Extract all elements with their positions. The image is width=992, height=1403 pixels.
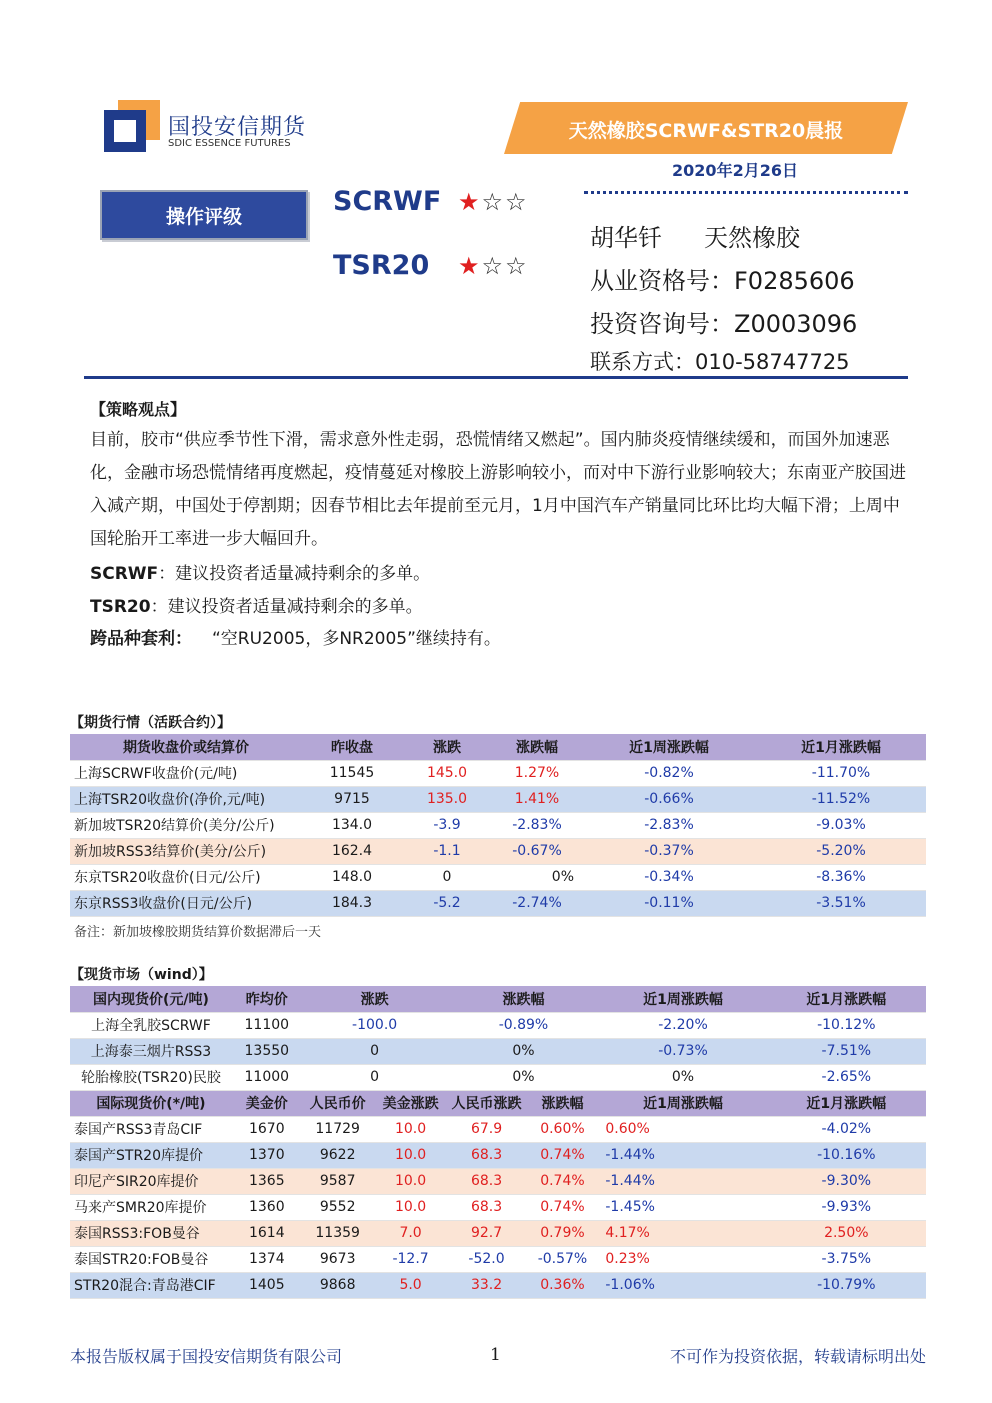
spot-table	[70, 986, 926, 1299]
table-cell: 68.3	[448, 1194, 526, 1220]
arbitrage-text: “空RU2005，多NR2005”继续持有。	[212, 629, 501, 649]
spot-title: 【现货市场（wind）】	[70, 967, 213, 983]
table-cell: -3.51%	[756, 890, 926, 916]
page-number: 1	[490, 1345, 501, 1365]
arbitrage-label: 跨品种套利：	[90, 629, 192, 649]
table-cell: 1365	[232, 1168, 302, 1194]
table-cell: 11729	[302, 1116, 374, 1142]
table-cell: -0.11%	[582, 890, 756, 916]
table-cell: -2.83%	[492, 812, 582, 838]
table-cell: -9.30%	[767, 1168, 926, 1194]
table-cell: 11100	[232, 1012, 302, 1038]
scrwf-advice-label: SCRWF	[90, 564, 159, 584]
table-row	[70, 1194, 926, 1220]
spot-domestic-header-row	[70, 986, 926, 1012]
table-row	[70, 1012, 926, 1038]
table-cell: -11.70%	[756, 760, 926, 786]
analyst-license: 从业资格号：F0285606	[590, 267, 855, 295]
table-header: 国内现货价(元/吨)	[70, 986, 232, 1012]
table-row	[70, 1142, 926, 1168]
table-cell: 33.2	[448, 1272, 526, 1298]
table-row	[70, 812, 926, 838]
table-cell: -10.16%	[767, 1142, 926, 1168]
table-cell: 1405	[232, 1272, 302, 1298]
report-date: 2020年2月26日	[672, 161, 798, 180]
table-cell: 泰国产RSS3青岛CIF	[70, 1116, 232, 1142]
table-header: 近1月涨跌幅	[767, 1090, 926, 1116]
table-cell: 184.3	[302, 890, 402, 916]
table-cell: -5.20%	[756, 838, 926, 864]
table-header: 昨均价	[232, 986, 302, 1012]
table-cell: -1.1	[402, 838, 492, 864]
analyst-field: 天然橡胶	[704, 224, 800, 252]
table-cell: 0%	[448, 1038, 600, 1064]
table-row	[70, 1220, 926, 1246]
table-cell: -2.83%	[582, 812, 756, 838]
table-cell: 0%	[599, 1064, 766, 1090]
header-divider	[84, 376, 908, 379]
tsr20-advice-text: ：建议投资者适量减持剩余的多单。	[150, 597, 423, 617]
table-cell: 68.3	[448, 1142, 526, 1168]
table-cell: -12.7	[374, 1246, 448, 1272]
table-cell: 0%	[448, 1064, 600, 1090]
table-cell: 0.23%	[599, 1246, 766, 1272]
table-cell: -8.36%	[756, 864, 926, 890]
table-cell: -2.65%	[767, 1064, 926, 1090]
company-name-en: SDIC ESSENCE FUTURES	[168, 138, 291, 149]
table-cell: -0.37%	[582, 838, 756, 864]
table-header: 涨跌幅	[526, 1090, 600, 1116]
table-cell: 11359	[302, 1220, 374, 1246]
table-cell: -4.02%	[767, 1116, 926, 1142]
table-cell: 1360	[232, 1194, 302, 1220]
strategy-body: 目前，胶市“供应季节性下滑，需求意外性走弱，恐慌情绪又燃起”。国内肺炎疫情继续缓和，而国外加速恶化，金融市场恐慌情绪再度燃起，疫情蔓延对橡胶上游影响较小，而对中下游行业影响较大；东南亚产胶国进入减产期，中国处于停割期；因春节相比去年提前至元月，1月中国汽车产销量同比环比均大幅下滑；上周中国轮胎开工率进一步大幅回升。	[90, 430, 906, 549]
table-cell: -5.2	[402, 890, 492, 916]
table-cell: 134.0	[302, 812, 402, 838]
table-header: 涨跌幅	[492, 734, 582, 760]
table-row	[70, 760, 926, 786]
table-cell: 上海全乳胶SCRWF	[70, 1012, 232, 1038]
table-cell: 10.0	[374, 1142, 448, 1168]
table-header: 近1周涨跌幅	[599, 986, 766, 1012]
table-cell: -0.34%	[582, 864, 756, 890]
table-cell: -0.57%	[526, 1246, 600, 1272]
table-row	[70, 864, 926, 890]
star-empty-icon: ☆☆	[481, 252, 529, 280]
table-cell: 162.4	[302, 838, 402, 864]
table-cell: 145.0	[402, 760, 492, 786]
table-cell: 10.0	[374, 1194, 448, 1220]
table-cell: 9622	[302, 1142, 374, 1168]
analyst-name: 胡华钎	[590, 224, 662, 252]
company-name-cn: 国投安信期货	[168, 115, 307, 140]
analyst-consult-number: 投资咨询号：Z0003096	[590, 310, 858, 338]
table-header: 国际现货价(*/吨)	[70, 1090, 232, 1116]
table-cell: 0	[402, 864, 492, 890]
table-cell: 上海SCRWF收盘价(元/吨)	[70, 760, 302, 786]
table-cell: -9.93%	[767, 1194, 926, 1220]
table-cell: -0.82%	[582, 760, 756, 786]
table-header: 人民币涨跌	[448, 1090, 526, 1116]
table-cell: -3.75%	[767, 1246, 926, 1272]
table-cell: 92.7	[448, 1220, 526, 1246]
table-header: 涨跌	[402, 734, 492, 760]
table-cell: 0.79%	[526, 1220, 600, 1246]
futures-table	[70, 734, 926, 917]
table-cell: 67.9	[448, 1116, 526, 1142]
table-header: 近1周涨跌幅	[582, 734, 756, 760]
table-cell: -0.67%	[492, 838, 582, 864]
table-cell: -7.51%	[767, 1038, 926, 1064]
table-cell: 新加坡RSS3结算价(美分/公斤)	[70, 838, 302, 864]
table-cell: -1.06%	[599, 1272, 766, 1298]
table-row	[70, 838, 926, 864]
table-cell: 马来产SMR20库提价	[70, 1194, 232, 1220]
table-cell: STR20混合:青岛港CIF	[70, 1272, 232, 1298]
table-row	[70, 1038, 926, 1064]
table-cell: 东京RSS3收盘价(日元/公斤)	[70, 890, 302, 916]
table-cell: 11545	[302, 760, 402, 786]
rating-stars-tsr20	[458, 252, 529, 280]
table-cell: 10.0	[374, 1116, 448, 1142]
company-logo-icon	[104, 100, 160, 152]
table-cell: 新加坡TSR20结算价(美分/公斤)	[70, 812, 302, 838]
table-cell: -0.73%	[599, 1038, 766, 1064]
table-cell: 印尼产SIR20库提价	[70, 1168, 232, 1194]
table-cell: 东京TSR20收盘价(日元/公斤)	[70, 864, 302, 890]
table-cell: 1370	[232, 1142, 302, 1168]
table-cell: -100.0	[302, 1012, 448, 1038]
table-cell: 135.0	[402, 786, 492, 812]
dotted-divider	[584, 191, 908, 194]
table-cell: 泰国STR20:FOB曼谷	[70, 1246, 232, 1272]
table-cell: 0.36%	[526, 1272, 600, 1298]
table-cell: -0.89%	[448, 1012, 600, 1038]
table-cell: 7.0	[374, 1220, 448, 1246]
table-cell: 13550	[232, 1038, 302, 1064]
table-cell: -11.52%	[756, 786, 926, 812]
table-header: 近1周涨跌幅	[599, 1090, 766, 1116]
table-header: 涨跌幅	[448, 986, 600, 1012]
table-cell: 泰国产STR20库提价	[70, 1142, 232, 1168]
table-cell: 0.74%	[526, 1194, 600, 1220]
table-header: 期货收盘价或结算价	[70, 734, 302, 760]
table-cell: -2.20%	[599, 1012, 766, 1038]
table-cell: 0.74%	[526, 1168, 600, 1194]
table-cell: 轮胎橡胶(TSR20)民胶	[70, 1064, 232, 1090]
scrwf-advice-text: ：建议投资者适量减持剩余的多单。	[158, 564, 431, 584]
table-cell: 68.3	[448, 1168, 526, 1194]
table-cell: -1.44%	[599, 1142, 766, 1168]
table-cell: 0	[302, 1038, 448, 1064]
spot-intl-header-row	[70, 1090, 926, 1116]
table-cell: 10.0	[374, 1168, 448, 1194]
table-cell: 0%	[492, 864, 582, 890]
table-row	[70, 1168, 926, 1194]
table-row	[70, 1064, 926, 1090]
table-cell: 9715	[302, 786, 402, 812]
table-cell: 泰国RSS3:FOB曼谷	[70, 1220, 232, 1246]
product-name-tsr20: TSR20	[333, 250, 430, 281]
table-cell: 148.0	[302, 864, 402, 890]
table-header: 人民币价	[302, 1090, 374, 1116]
table-cell: 9552	[302, 1194, 374, 1220]
table-header: 美金涨跌	[374, 1090, 448, 1116]
table-cell: -10.12%	[767, 1012, 926, 1038]
analyst-contact: 联系方式：010-58747725	[590, 350, 850, 374]
table-cell: 上海TSR20收盘价(净价,元/吨)	[70, 786, 302, 812]
footer-copyright: 本报告版权属于国投安信期货有限公司	[70, 1347, 343, 1366]
table-header: 美金价	[232, 1090, 302, 1116]
rating-label-box: 操作评级	[100, 190, 308, 240]
table-cell: 4.17%	[599, 1220, 766, 1246]
table-cell: 上海泰三烟片RSS3	[70, 1038, 232, 1064]
futures-header-row	[70, 734, 926, 760]
table-row	[70, 786, 926, 812]
footer-disclaimer: 不可作为投资依据，转载请标明出处	[669, 1347, 926, 1366]
product-name-scrwf: SCRWF	[333, 186, 442, 217]
table-cell: 1374	[232, 1246, 302, 1272]
strategy-title: 【策略观点】	[90, 400, 187, 419]
table-cell: -3.9	[402, 812, 492, 838]
table-cell: 0	[302, 1064, 448, 1090]
table-header: 昨收盘	[302, 734, 402, 760]
table-cell: -1.44%	[599, 1168, 766, 1194]
table-cell: 1.41%	[492, 786, 582, 812]
futures-note: 备注：新加坡橡胶期货结算价数据滞后一天	[74, 925, 322, 940]
table-row	[70, 1246, 926, 1272]
table-cell: 1670	[232, 1116, 302, 1142]
table-row	[70, 890, 926, 916]
table-cell: -9.03%	[756, 812, 926, 838]
table-cell: 1.27%	[492, 760, 582, 786]
table-cell: 5.0	[374, 1272, 448, 1298]
table-cell: -10.79%	[767, 1272, 926, 1298]
futures-title: 【期货行情（活跃合约）】	[70, 715, 231, 731]
tsr20-advice-label: TSR20	[90, 597, 151, 617]
table-cell: -1.45%	[599, 1194, 766, 1220]
table-cell: 11000	[232, 1064, 302, 1090]
star-filled-icon: ★	[458, 252, 482, 280]
star-filled-icon: ★	[458, 188, 482, 216]
report-title: 天然橡胶SCRWF&STR20晨报	[568, 120, 844, 142]
table-cell: 9587	[302, 1168, 374, 1194]
table-cell: 1614	[232, 1220, 302, 1246]
table-row	[70, 1272, 926, 1298]
table-cell: -2.74%	[492, 890, 582, 916]
table-header: 涨跌	[302, 986, 448, 1012]
table-cell: 0.74%	[526, 1142, 600, 1168]
scrwf-advice	[90, 559, 430, 584]
table-header: 近1月涨跌幅	[767, 986, 926, 1012]
table-cell: 0.60%	[526, 1116, 600, 1142]
table-row	[70, 1116, 926, 1142]
star-empty-icon: ☆☆	[481, 188, 529, 216]
table-header: 近1月涨跌幅	[756, 734, 926, 760]
table-cell: -0.66%	[582, 786, 756, 812]
tsr20-advice	[90, 592, 423, 617]
arbitrage-advice	[90, 624, 501, 649]
analyst-name-line	[590, 218, 800, 253]
table-cell: 2.50%	[767, 1220, 926, 1246]
table-cell: 0.60%	[599, 1116, 766, 1142]
table-cell: 9673	[302, 1246, 374, 1272]
rating-stars-scrwf	[458, 188, 529, 216]
table-cell: -52.0	[448, 1246, 526, 1272]
table-cell: 9868	[302, 1272, 374, 1298]
